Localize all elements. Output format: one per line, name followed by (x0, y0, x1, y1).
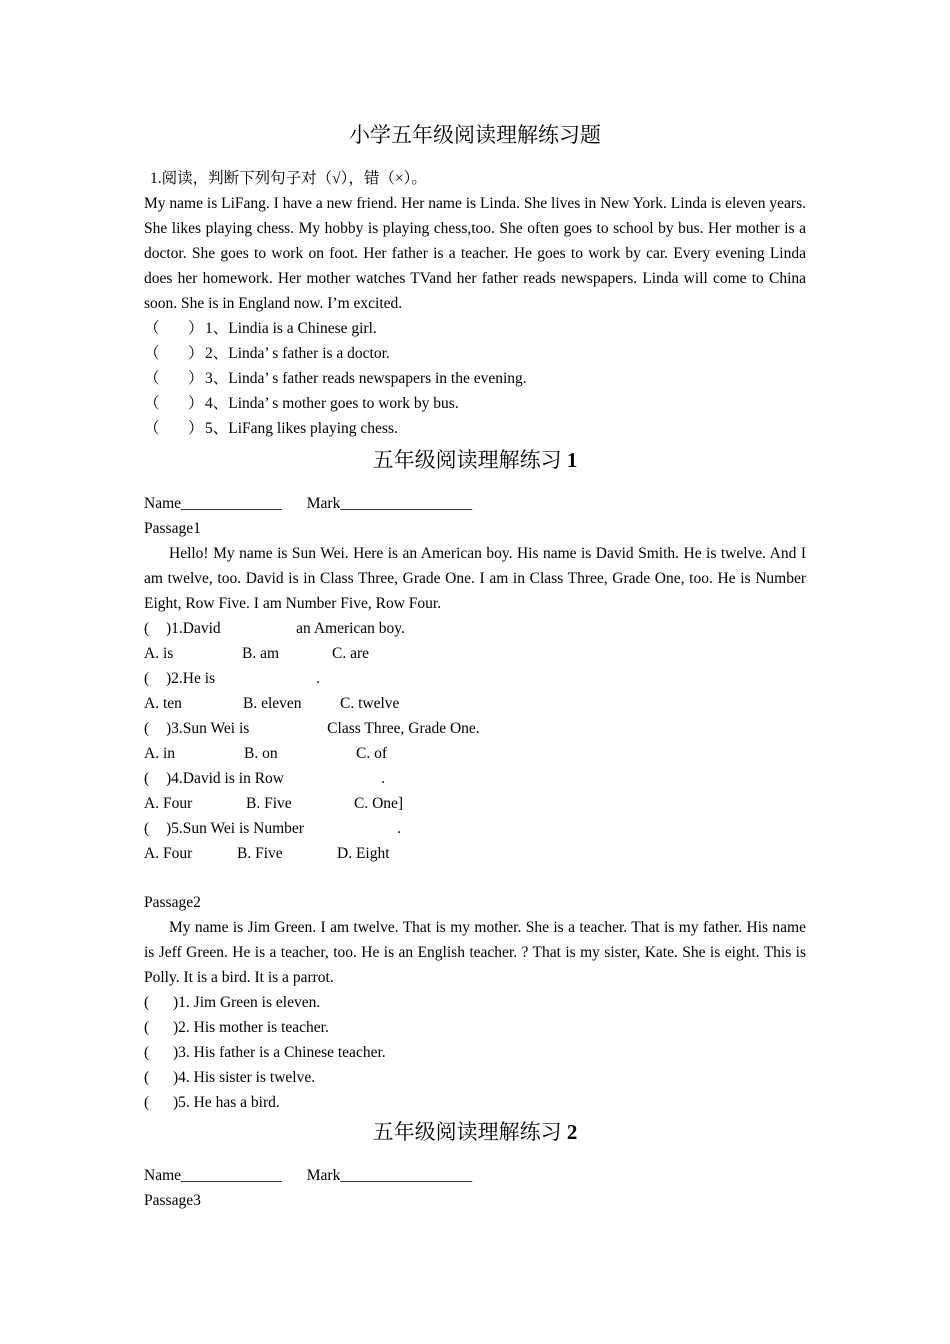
tf-item: （ ）3、Linda’ s father reads newspapers in the evening. (144, 370, 527, 387)
tf-item: ( )3. His father is a Chinese teacher. (144, 1044, 386, 1061)
tf-item: ( )2. His mother is teacher. (144, 1019, 329, 1036)
mcq-question: ( )2.He is . (144, 670, 321, 687)
name-mark-row (144, 1163, 806, 1188)
mark-label: Mark (306, 495, 341, 512)
exercise1-title: 五年级阅读理解练习 1 (372, 448, 578, 472)
passage1-label: Passage1 (144, 520, 201, 537)
mcq-options: A. is B. am C. are (144, 645, 370, 662)
mark-label: Mark (306, 1167, 341, 1184)
passage1-text: Hello! My name is Sun Wei. Here is an American boy. His name is David Smith. He is twelve. And I am twelve, too. David is in Class Three, Grade One. I am in Class Three, Grade One, too. He is Number Eight, Row Five. I am Number Five, Row Four. (144, 545, 806, 612)
mcq-options: A. ten B. eleven C. twelve (144, 695, 400, 712)
passage2-label: Passage2 (144, 894, 201, 911)
section1-instruction: 1.阅读，判断下列句子对（√），错（×）。 (150, 170, 427, 187)
tf-item: （ ）1、Lindia is a Chinese girl. (144, 320, 377, 337)
passage2-text: My name is Jim Green. I am twelve. That is my mother. She is a teacher. That is my father. His name is Jeff Green. He is a teacher, too. He is an English teacher. ? That is my sister, Kate. She is eight. This is Polly. It is a bird. It is a parrot. (144, 919, 806, 986)
tf-item: （ ）5、LiFang likes playing chess. (144, 420, 398, 437)
tf-item: （ ）4、Linda’ s mother goes to work by bus. (144, 395, 459, 412)
mcq-question: ( )5.Sun Wei is Number . (144, 820, 402, 837)
passage3-label: Passage3 (144, 1192, 201, 1209)
name-blank: _____________ (181, 1167, 282, 1184)
exercise2-title: 五年级阅读理解练习 2 (372, 1120, 578, 1144)
mcq-question: ( )1.David an American boy. (144, 620, 405, 637)
mark-blank: _________________ (340, 495, 473, 512)
mark-blank: _________________ (340, 1167, 473, 1184)
mcq-question: ( )3.Sun Wei is Class Three, Grade One. (144, 720, 480, 737)
main-title: 小学五年级阅读理解练习题 (349, 123, 601, 147)
mcq-options: A. Four B. Five D. Eight (144, 845, 390, 862)
mcq-question: ( )4.David is in Row . (144, 770, 386, 787)
name-blank: _____________ (181, 495, 282, 512)
name-label: Name (144, 495, 182, 512)
tf-item: （ ）2、Linda’ s father is a doctor. (144, 345, 390, 362)
tf-item: ( )5. He has a bird. (144, 1094, 280, 1111)
name-mark-row (144, 491, 806, 516)
tf-item: ( )4. His sister is twelve. (144, 1069, 316, 1086)
mcq-options: A. in B. on C. of (144, 745, 387, 762)
tf-item: ( )1. Jim Green is eleven. (144, 994, 321, 1011)
mcq-options: A. Four B. Five C. One] (144, 795, 404, 812)
name-label: Name (144, 1167, 182, 1184)
section1-passage: My name is LiFang. I have a new friend. Her name is Linda. She lives in New York. Linda is eleven years. She likes playing chess. My hobby is playing chess,too. She often goes to school by bus. Her mother is a doctor. She goes to work on foot. Her father is a teacher. He goes to work by car. Every evening Linda does her homework. Her mother watches TVand her father reads newspapers. Linda will come to China soon. She is in England now. I’m excited. (144, 195, 806, 312)
